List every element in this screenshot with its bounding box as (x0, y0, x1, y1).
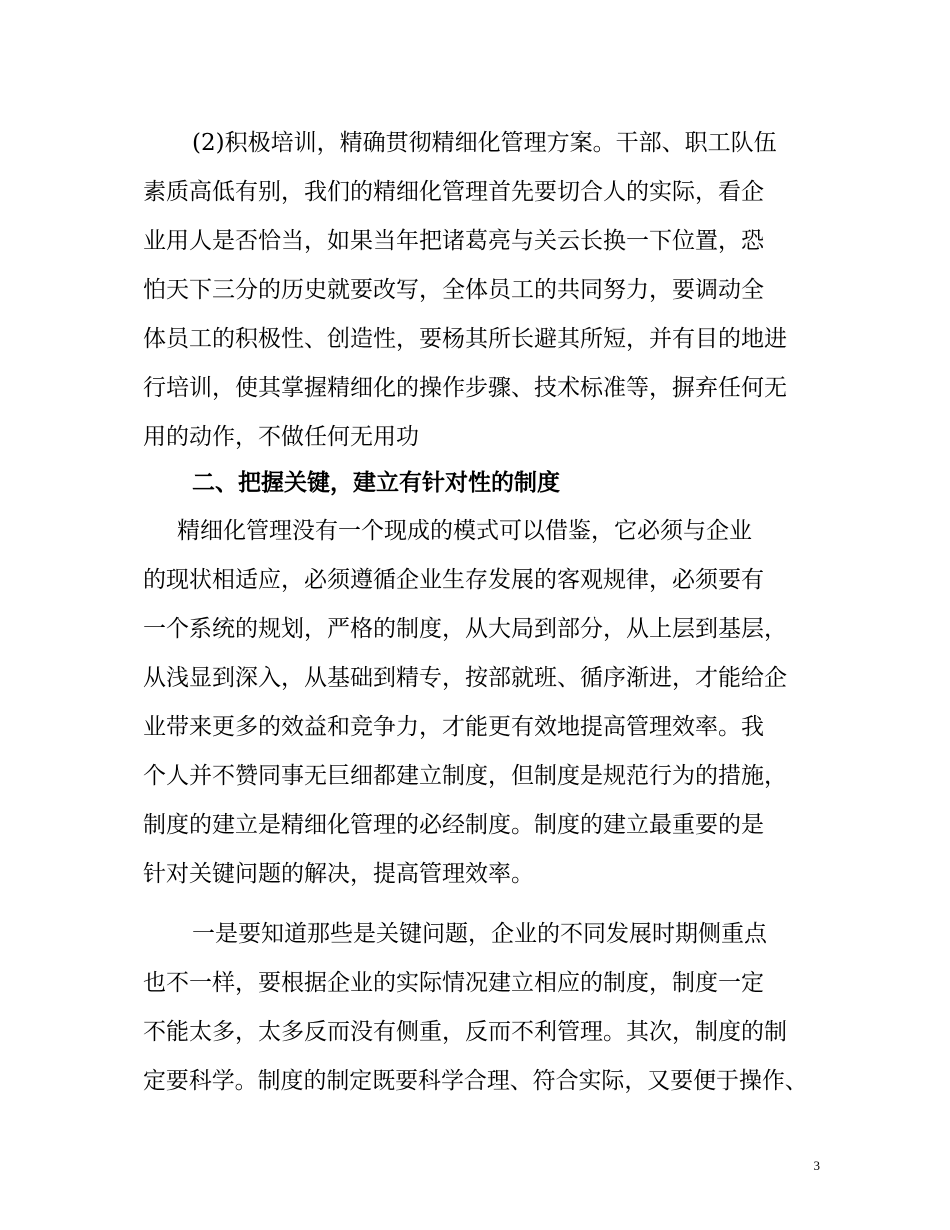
text-line: 一是要知道那些是关键问题，企业的不同发展时期侧重点 (192, 921, 767, 947)
text-line: 制度的建立是精细化管理的必经制度。制度的建立最重要的是 (143, 812, 764, 838)
text-line: 体员工的积极性、创造性，要杨其所长避其所短，并有目的地进 (143, 326, 787, 352)
text-line: 素质高低有别，我们的精细化管理首先要切合人的实际，看企 (143, 179, 764, 205)
section-heading: 二、把握关键，建立有针对性的制度 (192, 469, 560, 496)
text-line: 业带来更多的效益和竞争力，才能更有效地提高管理效率。我 (143, 714, 764, 740)
text-line: (2)积极培训，精确贯彻精细化管理方案。干部、职工队伍 (192, 130, 777, 156)
page-number: 3 (813, 1158, 820, 1173)
text-line: 针对关键问题的解决，提高管理效率。 (143, 861, 534, 887)
text-line: 精细化管理没有一个现成的模式可以借鉴，它必须与企业 (177, 518, 752, 544)
text-line: 怕天下三分的历史就要改写，全体员工的共同努力，要调动全 (143, 277, 764, 303)
text-line: 个人并不赞同事无巨细都建立制度，但制度是规范行为的措施， (143, 763, 787, 789)
text-line: 行培训，使其掌握精细化的操作步骤、技术标准等，摒弃任何无 (143, 375, 787, 401)
text-line: 用的动作，不做任何无用功 (143, 424, 419, 450)
text-line: 的现状相适应，必须遵循企业生存发展的客观规律，必须要有 (143, 567, 764, 593)
text-line: 业用人是否恰当，如果当年把诸葛亮与关云长换一下位置，恐 (143, 228, 764, 254)
text-line: 也不一样，要根据企业的实际情况建立相应的制度，制度一定 (143, 970, 764, 996)
text-line: 一个系统的规划，严格的制度，从大局到部分，从上层到基层， (143, 616, 787, 642)
text-line: 不能太多，太多反而没有侧重，反而不利管理。其次，制度的制 (143, 1019, 787, 1045)
text-line: 定要科学。制度的制定既要科学合理、符合实际，又要便于操作、 (143, 1068, 808, 1094)
text-line: 从浅显到深入，从基础到精专，按部就班、循序渐进，才能给企 (143, 665, 787, 691)
